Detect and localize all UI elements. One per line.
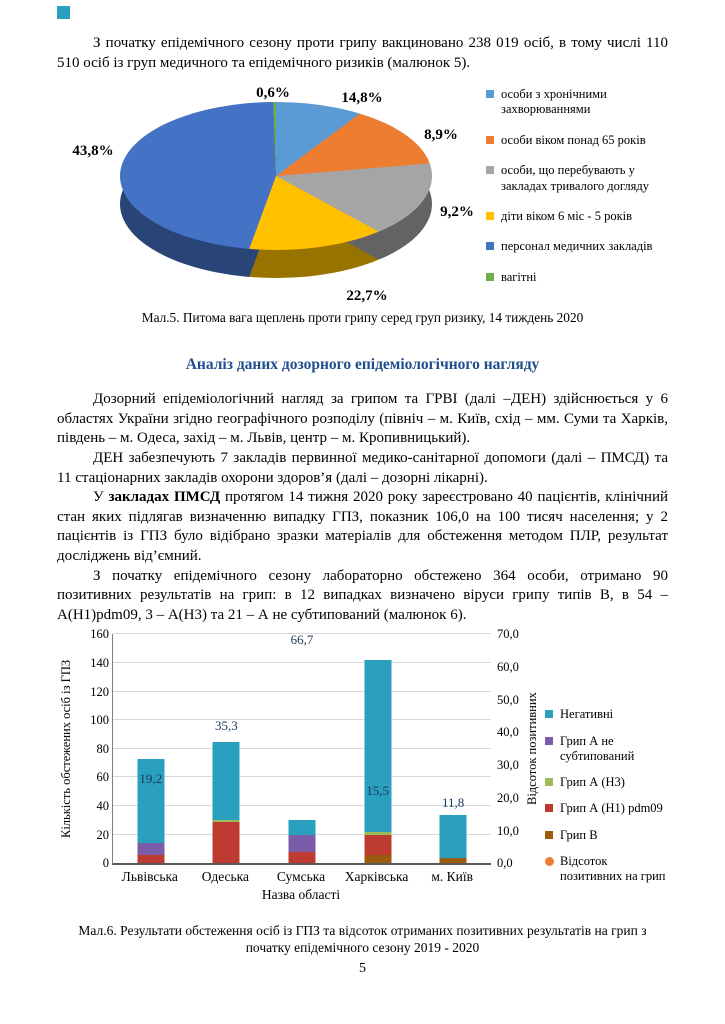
bar-segment-грип-в bbox=[364, 855, 391, 864]
bar-legend-item bbox=[545, 828, 667, 843]
section-heading: Аналіз даних дозорного епідеміологічного нагляду bbox=[185, 356, 540, 374]
legend-label: Грип В bbox=[560, 827, 598, 842]
x-axis-category-label: Сумська bbox=[276, 869, 326, 885]
legend-color-swatch bbox=[545, 710, 553, 718]
bar-segment-грип-а-(h1)-pdm09 bbox=[288, 852, 315, 863]
percent-data-label: 11,8 bbox=[442, 794, 465, 810]
pie-slice-label: 8,9% bbox=[424, 127, 458, 144]
bar-segment-негативні bbox=[213, 742, 240, 821]
legend-label: Грип А (H3) bbox=[560, 775, 625, 790]
percent-data-label: 19,2 bbox=[139, 770, 163, 786]
x-axis-category-label: Одеська bbox=[201, 869, 250, 885]
legend-label: особи з хронічними захворюваннями bbox=[501, 87, 607, 117]
bar-slot bbox=[113, 634, 189, 863]
legend-color-swatch bbox=[545, 778, 553, 786]
pmsd-lead: У bbox=[93, 489, 109, 506]
pie-slice-label: 9,2% bbox=[440, 204, 474, 221]
left-axis-tick: 0 bbox=[102, 856, 109, 871]
percent-data-label: 15,5 bbox=[366, 782, 389, 798]
bar-legend-item bbox=[545, 775, 667, 790]
left-axis-tick: 120 bbox=[90, 684, 109, 699]
x-axis-labels bbox=[112, 869, 490, 885]
figure-6-bar-chart bbox=[57, 627, 668, 909]
bar-segment-негативні bbox=[288, 820, 315, 834]
bar-slot bbox=[264, 634, 340, 863]
bar-legend-item bbox=[545, 801, 667, 816]
pie-legend-item bbox=[486, 239, 668, 254]
bar-segment-грип-а-(h1)-pdm09 bbox=[364, 835, 391, 855]
right-axis-title: Відсоток позитивних bbox=[525, 692, 539, 806]
x-axis-category-label: м. Київ bbox=[431, 869, 473, 885]
intro-paragraph: З початку епідемічного сезону проти грипу вакциновано 238 019 осіб, в тому числі 110 510 осіб із груп медичного та епідемічного ризиків (малюнок 5). bbox=[57, 35, 668, 71]
x-axis-category-label: Львівська bbox=[121, 869, 178, 885]
legend-label: персонал медичних закладів bbox=[501, 239, 653, 254]
stacked-bar bbox=[364, 660, 391, 863]
figure-5-caption: Мал.5. Питома вага щеплень проти грипу серед груп ризику, 14 тиждень 2020 bbox=[141, 310, 584, 326]
pie-slice-label: 0,6% bbox=[256, 85, 290, 102]
bar-legend-item bbox=[545, 734, 667, 765]
x-axis-category-label: Харківська bbox=[344, 869, 409, 885]
legend-color-swatch bbox=[486, 90, 494, 98]
right-axis-tick: 70,0 bbox=[497, 627, 519, 642]
bar-chart-legend bbox=[545, 707, 667, 884]
legend-color-swatch bbox=[545, 831, 553, 839]
bar-slot bbox=[189, 634, 265, 863]
stacked-bar bbox=[213, 742, 240, 864]
bar-slot bbox=[340, 634, 416, 863]
bar-slots bbox=[113, 634, 491, 863]
bar-chart-plot bbox=[112, 634, 491, 865]
left-axis-tick: 20 bbox=[96, 827, 109, 842]
pmsd-bold: закладах ПМСД bbox=[108, 489, 221, 506]
left-axis-tick: 140 bbox=[90, 655, 109, 670]
bar-segment-грип-в bbox=[440, 858, 467, 864]
left-axis-tick: 100 bbox=[90, 713, 109, 728]
pie-legend-item bbox=[486, 163, 668, 194]
left-axis-tick: 60 bbox=[96, 770, 109, 785]
right-axis-tick: 30,0 bbox=[497, 758, 519, 773]
right-axis-tick: 60,0 bbox=[497, 660, 519, 675]
figure-6-caption: Мал.6. Результати обстеження осіб із ГПЗ та відсоток отриманих позитивних результатів на грип з початку епідемічного сезону 2019 - 2020 bbox=[78, 923, 647, 955]
bar-legend-item bbox=[545, 854, 667, 885]
legend-label: Грип А (H1) pdm09 bbox=[560, 801, 663, 816]
paragraph-zaklady: ДЕН забезпечують 7 закладів первинної медико-санітарної допомоги (далі – ПМСД) та 11 стаціонарних закладів охорони здоров’я (далі – дозорні лікарні). bbox=[57, 449, 668, 486]
pie-slice-label: 22,7% bbox=[346, 288, 388, 305]
legend-circle-swatch bbox=[545, 857, 554, 866]
bar-segment-грип-а-(h1)-pdm09 bbox=[213, 822, 240, 864]
teal-square-marker bbox=[57, 6, 70, 19]
stacked-bar bbox=[440, 815, 467, 864]
paragraph-pmsd bbox=[0, 488, 725, 566]
bar-segment-грип-а-не-субтипований bbox=[137, 843, 164, 854]
pie-legend bbox=[486, 87, 668, 285]
bar-legend-item bbox=[545, 707, 667, 722]
pie-legend-item bbox=[486, 133, 668, 148]
paragraph-den: Дозорний епідеміологічний нагляд за грипом та ГРВІ (далі –ДЕН) здійснюється у 6 областях України згідно географічного розподілу (північ – м. Київ, схід – мм. Суми та Харків, південь – м. Одеса, захід – м. Львів, центр – м. Кропивницький). bbox=[57, 391, 668, 447]
figure-5-pie-chart bbox=[57, 85, 668, 307]
left-axis-tick: 40 bbox=[96, 799, 109, 814]
pie-legend-item bbox=[486, 270, 668, 285]
percent-data-label: 35,3 bbox=[215, 717, 238, 733]
x-axis-title: Назва області bbox=[261, 887, 341, 903]
legend-color-swatch bbox=[545, 804, 553, 812]
percent-data-label: 66,7 bbox=[290, 632, 314, 648]
legend-label: Відсоток позитивних на грип bbox=[560, 853, 666, 884]
pie-legend-item bbox=[486, 87, 668, 118]
legend-color-swatch bbox=[545, 737, 553, 745]
bar-segment-грип-а-(h1)-pdm09 bbox=[137, 855, 164, 864]
right-axis-tick: 50,0 bbox=[497, 692, 519, 707]
legend-label: особи віком понад 65 років bbox=[501, 132, 646, 147]
right-axis-tick: 10,0 bbox=[497, 823, 519, 838]
bar-segment-грип-а-не-субтипований bbox=[288, 835, 315, 852]
legend-color-swatch bbox=[486, 136, 494, 144]
pie-slice-label: 43,8% bbox=[72, 143, 114, 160]
legend-label: Негативні bbox=[560, 707, 614, 722]
legend-label: вагітні bbox=[501, 269, 537, 284]
right-axis-tick: 40,0 bbox=[497, 725, 519, 740]
legend-label: діти віком 6 міс - 5 років bbox=[501, 209, 633, 223]
bar-slot bbox=[415, 634, 491, 863]
legend-color-swatch bbox=[486, 242, 494, 250]
right-axis-tick: 0,0 bbox=[497, 856, 513, 871]
left-axis-ticks bbox=[65, 627, 109, 871]
page-number: 5 bbox=[359, 961, 366, 977]
pie-face bbox=[120, 102, 432, 250]
pmsd-rest: протягом 14 тижня 2020 року зареєстровано 40 пацієнтів, клінічний стан яких підлягав визначенню випадку ГПЗ, показник 106,0 на 100 тисяч населення; у 2 пацієнтів із ГПЗ було відібрано зразки матеріалів для обстеження методом ПЛР, результат досліджень від’ємний. bbox=[57, 489, 669, 564]
bar-segment-негативні bbox=[364, 660, 391, 832]
stacked-bar bbox=[288, 820, 315, 863]
left-axis-tick: 160 bbox=[90, 627, 109, 642]
legend-label: особи, що перебувають у закладах тривалого догляду bbox=[501, 163, 649, 193]
legend-color-swatch bbox=[486, 166, 494, 174]
pie-slice-label: 14,8% bbox=[341, 90, 383, 107]
left-axis-tick: 80 bbox=[96, 741, 109, 756]
legend-color-swatch bbox=[486, 273, 494, 281]
legend-label: Грип А не субтипований bbox=[560, 733, 635, 763]
paragraph-season: З початку епідемічного сезону лабораторно обстежено 364 особи, отримано 90 позитивних результатів на грип: в 12 випадках визначено віруси грипу типів В, в 54 – А(H1)pdm09, 3 – А(H3) та 21 – А не субтипований (малюнок 6). bbox=[57, 567, 668, 623]
right-axis-tick: 20,0 bbox=[497, 790, 519, 805]
pie-legend-item bbox=[486, 209, 668, 224]
left-axis-title: Кількість обстежених осіб із ГПЗ bbox=[59, 659, 73, 838]
legend-color-swatch bbox=[486, 212, 494, 220]
bar-segment-негативні bbox=[440, 815, 467, 858]
